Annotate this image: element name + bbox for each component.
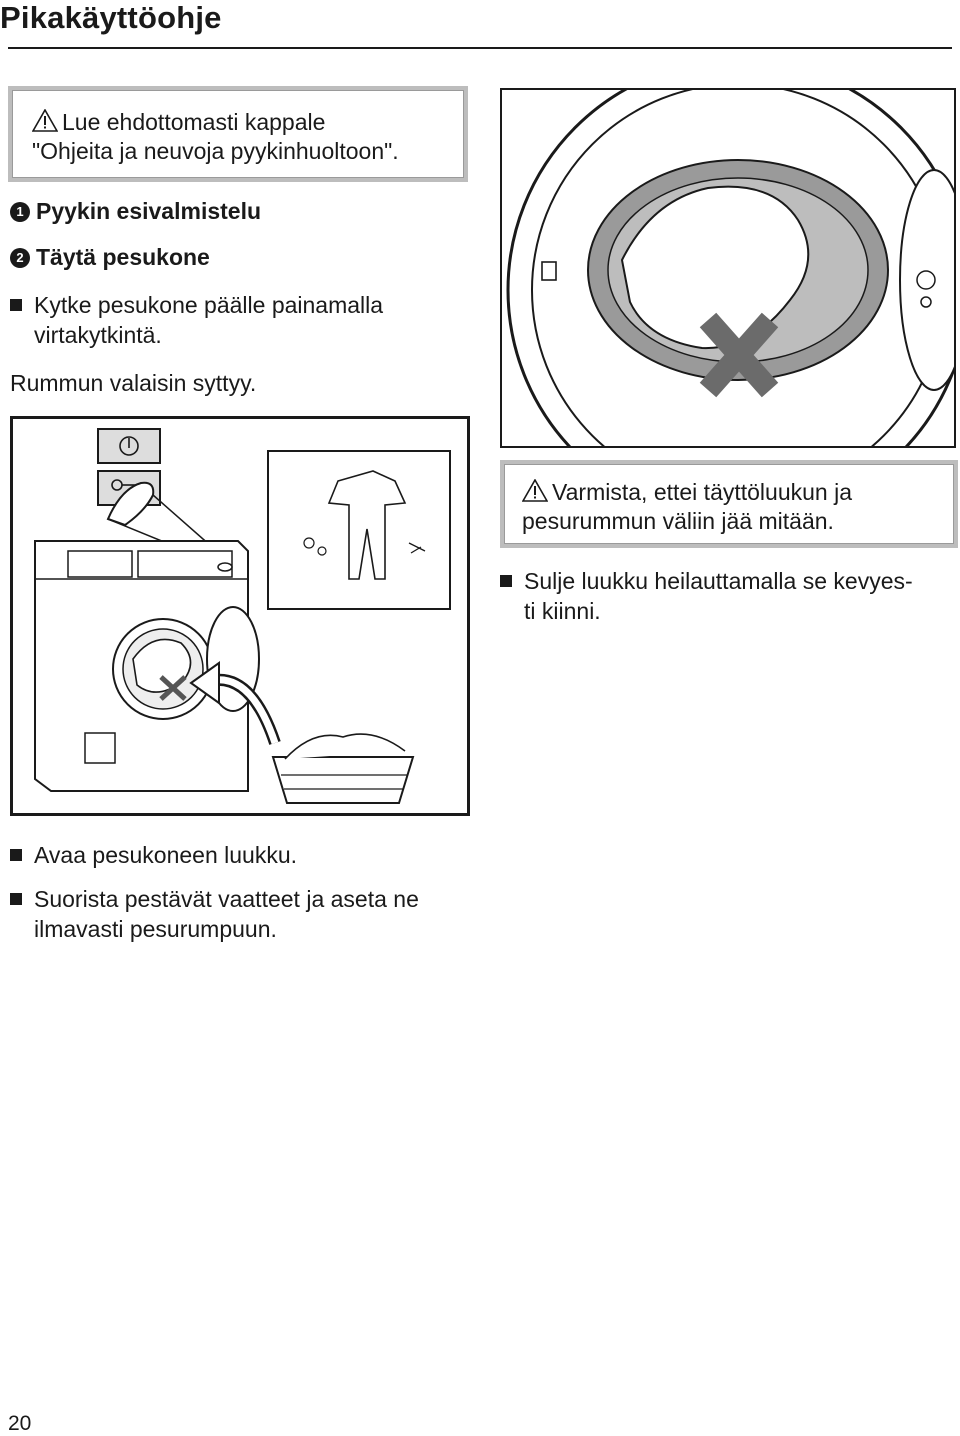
step-1: [10, 198, 261, 225]
loading-illustration: [10, 416, 470, 816]
notice-right-text-2: pesurummun väliin jää mitään.: [522, 508, 834, 534]
notice-right-text-1: Varmista, ettei täyttöluukun ja: [552, 479, 852, 505]
bullet-square-icon: [10, 299, 22, 311]
drum-light-text: Rummun valaisin syttyy.: [10, 370, 257, 396]
drum-closeup-illustration: [500, 88, 956, 448]
step-1-label: Pyykin esivalmistelu: [36, 198, 262, 224]
step-number-icon: 1: [10, 202, 30, 222]
warning-triangle-icon: [522, 479, 548, 502]
instruction-load-laundry: [10, 884, 419, 944]
load-line-1: Suorista pestävät vaatteet ja aseta ne: [34, 886, 419, 912]
notice-right-line-1: [522, 478, 954, 507]
switch-on-line-2: virtakytkintä.: [34, 322, 162, 348]
notice-top-text-2: "Ohjeita ja neuvoja pyykinhuoltoon".: [32, 138, 399, 164]
page-number: 20: [8, 1412, 32, 1435]
bullet-square-icon: [10, 849, 22, 861]
close-line-2: ti kiinni.: [524, 598, 601, 624]
switch-on-line-1: Kytke pesukone päälle painamalla: [34, 292, 384, 318]
step-2: [10, 244, 210, 271]
warning-triangle-icon: [32, 109, 58, 132]
instruction-switch-on: [10, 290, 383, 350]
title-rule: [8, 47, 952, 49]
instruction-open-door: [10, 840, 297, 870]
drum-closeup-drawing: [502, 90, 954, 446]
warning-notice-right: [500, 460, 958, 548]
loading-illustration-drawing: [13, 419, 467, 813]
bullet-square-icon: [500, 575, 512, 587]
notice-top-text-1: Lue ehdottomasti kappale: [62, 109, 326, 135]
load-line-2: ilmavasti pesurumpuun.: [34, 916, 277, 942]
step-2-label: Täytä pesukone: [36, 244, 210, 270]
bullet-square-icon: [10, 893, 22, 905]
instruction-close-door: [500, 566, 913, 626]
step-number-icon: 2: [10, 248, 30, 268]
page-title: Pikakäyttöohje: [0, 0, 222, 35]
open-door-text: Avaa pesukoneen luukku.: [34, 842, 297, 868]
warning-notice-top: [8, 86, 468, 182]
notice-line-1: [32, 108, 464, 137]
close-line-1: Sulje luukku heilauttamalla se kevyes-: [524, 568, 913, 594]
